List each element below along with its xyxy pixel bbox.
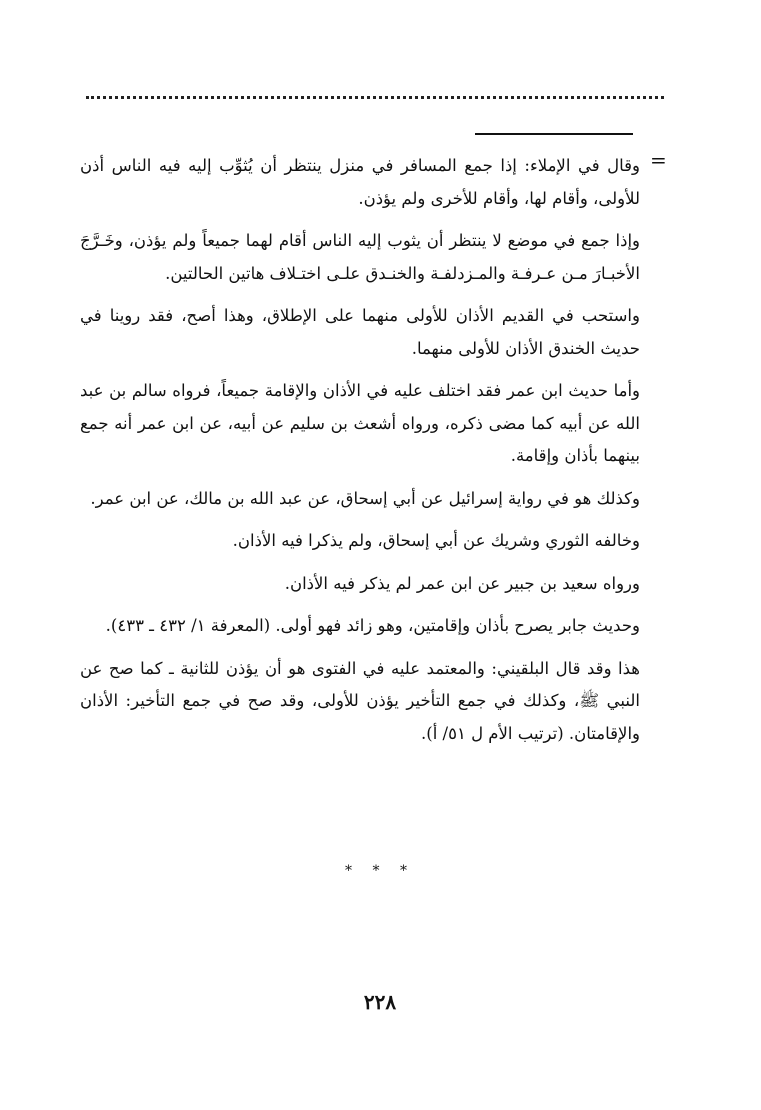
- paragraph-8: وحديث جابر يصرح بأذان وإقامتين، وهو زائد فهو أولى. (المعرفة ١/ ٤٣٢ ـ ٤٣٣).: [105, 616, 640, 635]
- footnote-body: [80, 150, 640, 760]
- footnote-rule: [475, 133, 633, 135]
- paragraph-6: وخالفه الثوري وشريك عن أبي إسحاق، ولم يذكرا فيه الأذان.: [232, 531, 640, 550]
- paragraph-9: هذا وقد قال البلقيني: والمعتمد عليه في الفتوى هو أن يؤذن للثانية ـ كما صح عن النبي ﷺ، وكذلك في جمع التأخير يؤذن للأولى، وقد صح في جمع التأخير: الأذان والإقامتان. (ترتيب الأم ل ٥١/ أ).: [80, 658, 640, 743]
- paragraph-2: وإذا جمع في موضع لا ينتظر أن يثوب إليه الناس أقام لهما جميعاً ولم يؤذن، وخَـرَّجَ الأخبـارَ مـن عـرفـة والمـزدلفـة والخنـدق علـى اختـلاف هاتين الحالتين.: [80, 231, 640, 283]
- page-number: ٢٢٨: [363, 990, 397, 1014]
- paragraph-5: وكذلك هو في رواية إسرائيل عن أبي إسحاق، عن عبد الله بن مالك، عن ابن عمر.: [90, 488, 640, 508]
- paragraph-4: وأما حديث ابن عمر فقد اختلف عليه في الأذان والإقامة جميعاً، فرواه سالم بن عبد الله عن أبيه كما مضى ذكره، ورواه أشعث بن سليم عن أبيه، عن ابن عمر أنه جمع بينهما بأذان وإقامة.: [80, 381, 640, 465]
- footnote-continuation-marker: =: [650, 148, 667, 172]
- paragraph-3: واستحب في القديم الأذان للأولى منهما على الإطلاق، وهذا أصح، فقد روينا في حديث الخندق الأذان للأولى منهما.: [80, 306, 640, 358]
- section-separator-stars: * * *: [345, 863, 415, 879]
- paragraph-7: ورواه سعيد بن جبير عن ابن عمر لم يذكر فيه الأذان.: [284, 573, 640, 593]
- paragraph-1: وقال في الإملاء: إذا جمع المسافر في منزل ينتظر أن يُثوِّب إليه فيه الناس أذن للأولى، وأقام لها، وأقام للأخرى ولم يؤذن.: [80, 156, 640, 208]
- dotted-separator-line: [86, 96, 664, 99]
